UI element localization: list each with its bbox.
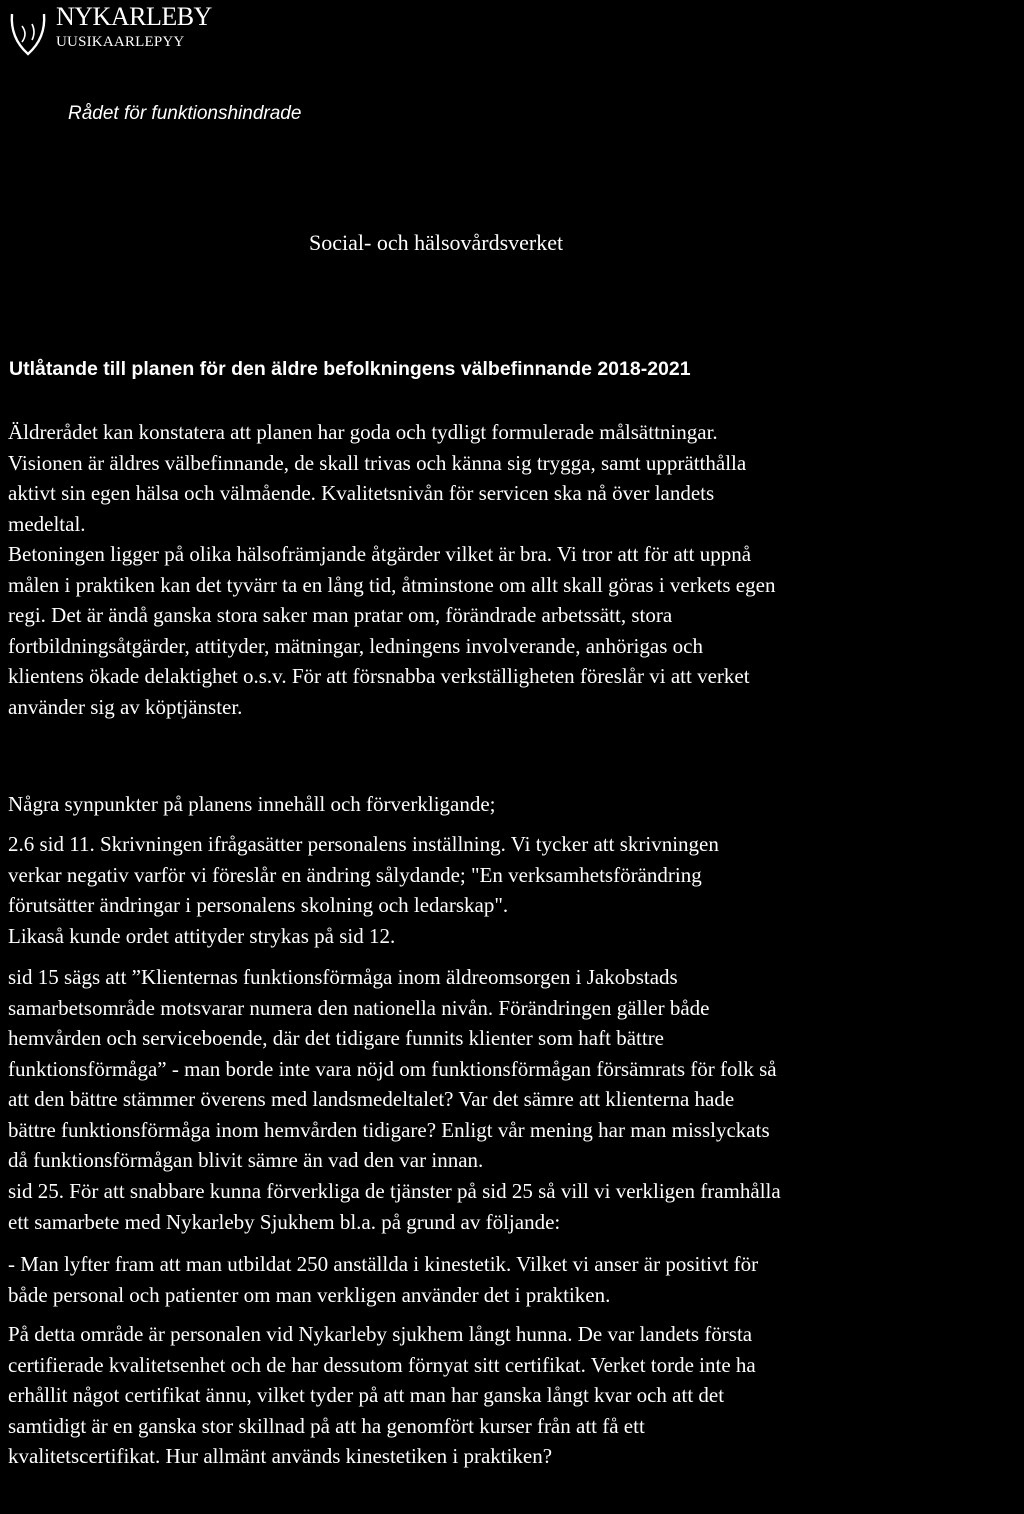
text-line: sid 25. För att snabbare kunna förverkliga de tjänster på sid 25 så vill vi verkligen framhålla [8,1179,781,1203]
text-line: - Man lyfter fram att man utbildat 250 anställda i kinestetik. Vilket vi anser är positivt för [8,1252,759,1276]
text-line: samarbetsområde motsvarar numera den nationella nivån. Förändringen gäller både [8,995,710,1020]
recipient: Social- och hälsovårdsverket [309,230,564,255]
municipality-logo [6,2,306,62]
document-title: Utlåtande till planen för den äldre befolkningens välbefinnande 2018-2021 [9,358,691,380]
text-line: medeltal. [8,511,86,536]
text-line: målen i praktiken kan det tyvärr ta en lång tid, åtminstone om allt skall göras i verkets egen [8,572,776,597]
paragraph-kinestetik [8,1249,1020,1310]
text-line: bättre funktionsförmåga inom hemvården tidigare? Enligt vår mening har man misslyckats [8,1117,770,1142]
text-line: aktivt sin egen hälsa och välmående. Kvalitetsnivån för servicen ska nå över landets [8,481,715,505]
text-line: regi. Det är ändå ganska stora saker man pratar om, förändrade arbetssätt, stora [8,603,673,627]
council-name: Rådet för funktionshindrade [68,103,302,124]
text-line: ett samarbete med Nykarleby Sjukhem bl.a. på grund av följande: [8,1209,561,1234]
text-line: förutsätter ändringar i personalens skolning och ledarskap". [8,893,509,917]
paragraph-assessment [8,417,1020,722]
text-line: hemvården och serviceboende, där det tidigare funnits klienter som haft bättre [8,1026,665,1050]
text-line: både personal och patienter om man verkligen använder det i praktiken. [8,1282,611,1307]
text-line: Betoningen ligger på olika hälsofrämjande åtgärder vilket är bra. Vi tror att för att uppnå [8,542,752,566]
text-line: certifierade kvalitetsenhet och de har dessutom förnyat sitt certifikat. Verket torde inte ha [8,1352,756,1377]
text-line: verkar negativ varför vi föreslår en ändring sålydande; "En verksamhetsförändring [8,862,702,887]
text-line: funktionsförmåga” - man borde inte vara nöjd om funktionsförmågan försämrats för folk så [8,1056,777,1081]
text-line: Likaså kunde ordet attityder strykas på sid 12. [8,923,396,948]
text-line: klientens ökade delaktighet o.s.v. För att försnabba verkställigheten föreslår vi att verket [8,664,750,688]
paragraph-certification [8,1319,1020,1472]
logo-subtitle: UUSIKAARLEPYY [56,34,185,50]
text-line: att den bättre stämmer överens med landsmedeltalet? Var det sämre att klienterna hade [8,1087,735,1111]
text-line: då funktionsförmågan blivit sämre än vad den var innan. [8,1148,484,1172]
text-line: Visionen är äldres välbefinnande, de skall trivas och känna sig trygga, samt upprätthålla [8,450,747,475]
text-line: 2.6 sid 11. Skrivningen ifrågasätter personalens inställning. Vi tycker att skrivningen [8,832,719,856]
paragraph-page-25 [8,1176,1020,1237]
coat-of-arms-icon [6,8,50,60]
text-line: På detta område är personalen vid Nykarleby sjukhem långt hunna. De var landets första [8,1322,753,1346]
text-line: fortbildningsåtgärder, attityder, mätningar, ledningens involverande, anhörigas och [8,633,703,658]
text-line: Några synpunkter på planens innehåll och förverkligande; [8,792,496,816]
text-line: Äldrerådet kan konstatera att planen har goda och tydligt formulerade målsättningar. [8,420,718,444]
text-line: kvalitetscertifikat. Hur allmänt används kinestetiken i praktiken? [8,1444,553,1468]
paragraph-page-15 [8,962,1020,1176]
text-line: använder sig av köptjänster. [8,694,243,719]
paragraph-intro-comments [8,789,1020,820]
logo-name: NYKARLEBY [56,2,212,31]
paragraph-section-2-6 [8,829,1020,951]
text-line: samtidigt är en ganska stor skillnad på att ha genomfört kurser från att få ett [8,1413,645,1438]
text-line: erhållit något certifikat ännu, vilket tyder på att man har ganska långt kvar och att det [8,1383,725,1407]
text-line: sid 15 sägs att ”Klienternas funktionsförmåga inom äldreomsorgen i Jakobstads [8,965,678,989]
